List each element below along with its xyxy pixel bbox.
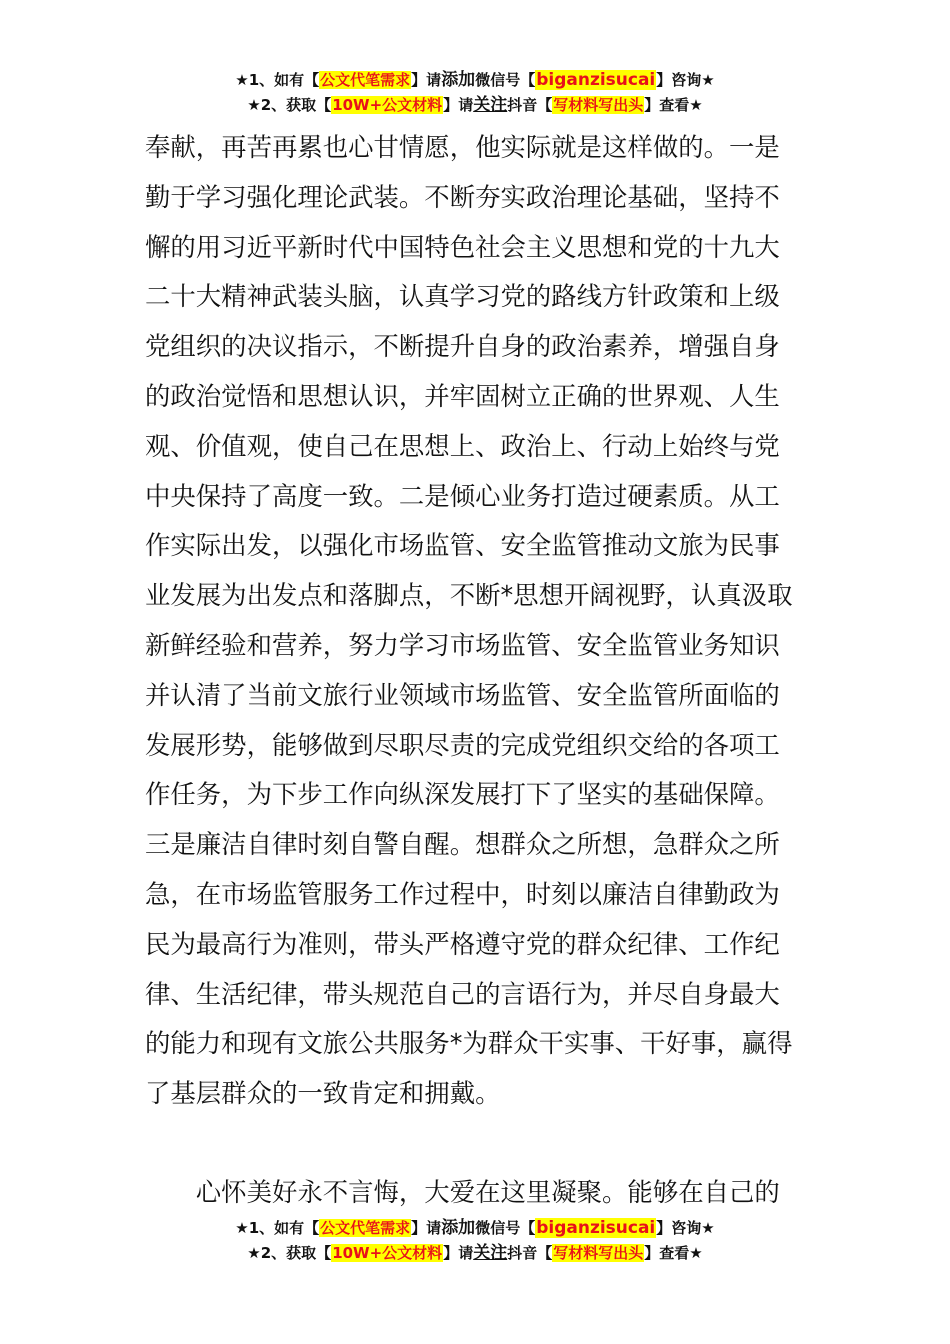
banner-text: ★1、如有【 — [235, 71, 320, 89]
text-line: 急，在市场监管服务工作过程中，时刻以廉洁自律勤政为 — [145, 878, 780, 909]
text-line: 的能力和现有文旅公共服务*为群众干实事、干好事，赢得 — [145, 1028, 793, 1059]
banner-highlight: 写材料写出头 — [553, 96, 644, 114]
text-line: 观、价值观，使自己在思想上、政治上、行动上始终与党 — [145, 430, 780, 461]
text-line: 作实际出发，以强化市场监管、安全监管推动文旅为民事 — [145, 530, 780, 561]
banner-text: 微信号【 — [475, 71, 536, 89]
text-line: 了基层群众的一致肯定和拥戴。 — [145, 1078, 501, 1109]
text-line: 中央保持了高度一致。二是倾心业务打造过硬素质。从工 — [145, 480, 780, 511]
banner-text: ★2、获取【 — [247, 96, 332, 114]
banner-highlight: 10W+公文材料 — [332, 1244, 443, 1262]
banner-text: 】请 — [411, 71, 442, 89]
text-line: 奉献，再苦再累也心甘情愿，他实际就是这样做的。一是 — [145, 132, 780, 162]
banner-line-2 — [0, 1241, 950, 1266]
banner-text: 】请 — [411, 1219, 442, 1237]
text-line: 的政治觉悟和思想认识，并牢固树立正确的世界观、人生 — [145, 380, 780, 411]
text-line: 党组织的决议指示，不断提升自身的政治素养，增强自身 — [145, 331, 780, 362]
banner-highlight: 公文代笔需求 — [320, 71, 411, 89]
text-line: 二十大精神武装头脑，认真学习党的路线方针政策和上级 — [145, 281, 780, 312]
text-line: 懈的用习近平新时代中国特色社会主义思想和党的十九大 — [145, 231, 780, 262]
banner-emphasis: 添加 — [441, 1218, 476, 1238]
text-line: 勤于学习强化理论武装。不断夯实政治理论基础，坚持不 — [145, 181, 780, 212]
bottom-banner — [0, 1216, 950, 1266]
text-line: 律、生活纪律，带头规范自己的言语行为，并尽自身最大 — [145, 978, 780, 1009]
banner-highlight-wechat: biganzisucai — [536, 70, 656, 90]
banner-highlight-wechat: biganzisucai — [536, 1218, 656, 1238]
text-line: 民为最高行为准则，带头严格遵守党的群众纪律、工作纪 — [145, 928, 780, 959]
banner-text: ★2、获取【 — [247, 1244, 332, 1262]
top-banner — [0, 68, 950, 118]
banner-highlight: 写材料写出头 — [553, 1244, 644, 1262]
text-line: 业发展为出发点和落脚点，不断*思想开阔视野，认真汲取 — [145, 580, 793, 611]
text-line: 作任务，为下步工作向纵深发展打下了坚实的基础保障。 — [145, 779, 780, 810]
banner-text: 微信号【 — [475, 1219, 536, 1237]
text-line: 发展形势，能够做到尽职尽责的完成党组织交给的各项工 — [145, 729, 780, 760]
text-line: 并认清了当前文旅行业领域市场监管、安全监管所面临的 — [145, 679, 780, 710]
banner-text: 】咨询★ — [656, 1219, 715, 1237]
banner-text: ★1、如有【 — [235, 1219, 320, 1237]
banner-emphasis: 关注 — [473, 1243, 508, 1263]
banner-text: 】请 — [443, 1244, 474, 1262]
body-paragraph — [145, 123, 815, 1119]
banner-emphasis: 关注 — [473, 95, 508, 115]
banner-text: 抖音【 — [507, 1244, 553, 1262]
banner-text: 】查看★ — [644, 1244, 703, 1262]
banner-text: 】请 — [443, 96, 474, 114]
text-line: 新鲜经验和营养，努力学习市场监管、安全监管业务知识 — [145, 629, 780, 660]
banner-highlight: 公文代笔需求 — [320, 1219, 411, 1237]
banner-line-1 — [0, 1216, 950, 1241]
second-paragraph: 心怀美好永不言悔，大爱在这里凝聚。能够在自己的 — [145, 1177, 780, 1207]
banner-line-2 — [0, 93, 950, 118]
banner-text: 】咨询★ — [656, 71, 715, 89]
banner-line-1 — [0, 68, 950, 93]
banner-text: 抖音【 — [507, 96, 553, 114]
banner-text: 】查看★ — [644, 96, 703, 114]
banner-emphasis: 添加 — [441, 70, 476, 90]
banner-highlight: 10W+公文材料 — [332, 96, 443, 114]
text-line: 三是廉洁自律时刻自警自醒。想群众之所想，急群众之所 — [145, 829, 780, 860]
